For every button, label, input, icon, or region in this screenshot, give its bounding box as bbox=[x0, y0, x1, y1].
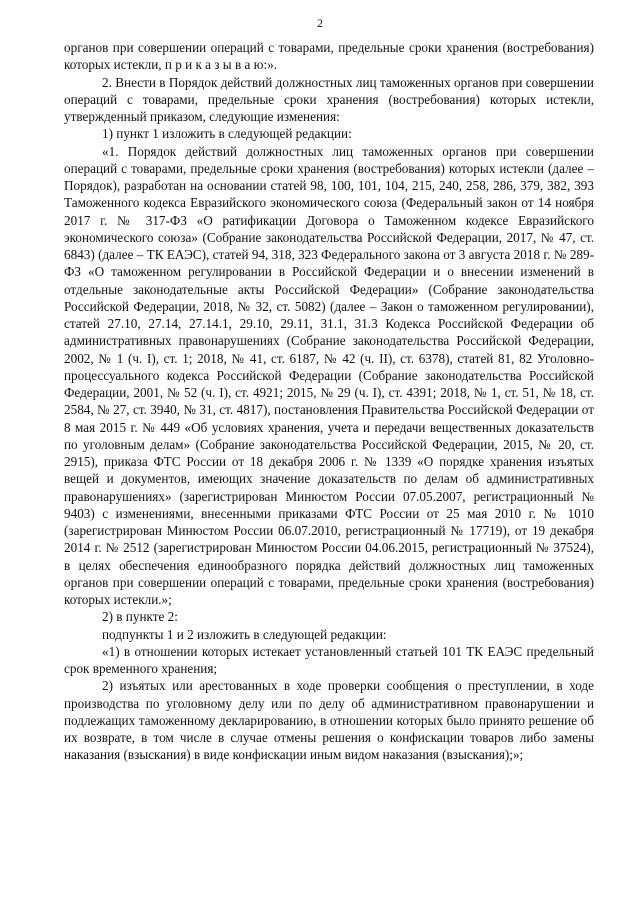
paragraph-subclause-1: «1) в отношении которых истекает установленный статьей 101 ТК ЕАЭС предельный срок временного хранения; bbox=[64, 643, 594, 676]
page-number: 2 bbox=[317, 16, 323, 30]
paragraph-amendment-2: 2. Внести в Порядок действий должностных лиц таможенных органов при совершении операций с товарами, предельные сроки хранения (востребования) которых истекли, утвержденный приказом, следующие изменения: bbox=[64, 74, 594, 124]
paragraph-item-2-heading: 2) в пункте 2: bbox=[102, 609, 178, 625]
document-body bbox=[64, 39, 594, 764]
paragraph-item-1-heading: 1) пункт 1 изложить в следующей редакции: bbox=[102, 126, 352, 142]
paragraph-intro-continuation: органов при совершении операций с товарами, предельные сроки хранения (востребования) которых истекли, п р и к а з ы в а ю:». bbox=[64, 40, 594, 73]
paragraph-clause-1-text: «1. Порядок действий должностных лиц таможенных органов при совершении операций с товарами, предельные сроки хранения (востребования) которых истекли (далее – Порядок), разработан на основании статей 98, 100, 101, 104, 215, 240, 258, 286, 379, 382, 393 Таможенного кодекса Евразийского экономического союза (Федеральный закон от 14 ноября 2017 г. № 317-ФЗ «О ратификации Договора о Таможенном кодексе Евразийского экономического союза» (Собрание законодательства Российской Федерации, 2017, № 47, ст. 6843) (далее – ТК ЕАЭС), статей 94, 318, 323 Федерального закона от 3 августа 2018 г. № 289-ФЗ «О таможенном регулировании в Российской Федерации и о внесении изменений в отдельные законодательные акты Российской Федерации» (Собрание законодательства Российской Федерации, 2018, № 32, ст. 5082) (далее – Закон о таможенном регулировании), статей 27.10, 27.14, 27.14.1, 29.10, 29.11, 31.1, 31.3 Кодекса Российской Федерации об административных правонарушениях (Собрание законодательства Российской Федерации, 2002, № 1 (ч. I), ст. 1; 2018, № 41, ст. 6187, № 42 (ч. II), ст. 6378), статей 81, 82 Уголовно-процессуального кодекса Российской Федерации (Собрание законодательства Российской Федерации, 2001, № 52 (ч. I), ст. 4921; 2015, № 29 (ч. I), ст. 4391; 2018, № 1, ст. 51, № 18, ст. 2584, № 27, ст. 3940, № 31, ст. 4817), постановления Правительства Российской Федерации от 8 мая 2015 г. № 449 «Об условиях хранения, учета и передачи вещественных доказательств по уголовным делам» (Собрание законодательства Российской Федерации, 2015, № 20, ст. 2915), приказа ФТС России от 18 декабря 2006 г. № 1339 «О порядке хранения изъятых вещей и документов, имеющих значение доказательств по делам об административных правонарушениях» (зарегистрирован Минюстом России 07.05.2007, регистрационный № 9403) с изменениями, внесенными приказами ФТС России от 25 мая 2010 г. № 1010 (зарегистрирован Минюстом России 06.07.2010, регистрационный № 17719), от 19 декабря 2014 г. № 2512 (зарегистрирован Минюстом России 04.06.2015, регистрационный № 37524), в целях обеспечения единообразного порядка действий должностных лиц таможенных органов при совершении операций с товарами, предельные сроки хранения (востребования) которых истекли.»; bbox=[64, 143, 594, 607]
paragraph-subclauses-heading: подпункты 1 и 2 изложить в следующей редакции: bbox=[102, 626, 387, 642]
paragraph-subclause-2: 2) изъятых или арестованных в ходе проверки сообщения о преступлении, в ходе производства по уголовному делу или по делу об административном правонарушении и подлежащих таможенному декларированию, в отношении которых было принято решение об их возврате, в том числе в случае отмены решения о конфискации товаров либо замены наказания (взыскания) в виде конфискации иным видом наказания (взыскания);»; bbox=[64, 678, 594, 763]
